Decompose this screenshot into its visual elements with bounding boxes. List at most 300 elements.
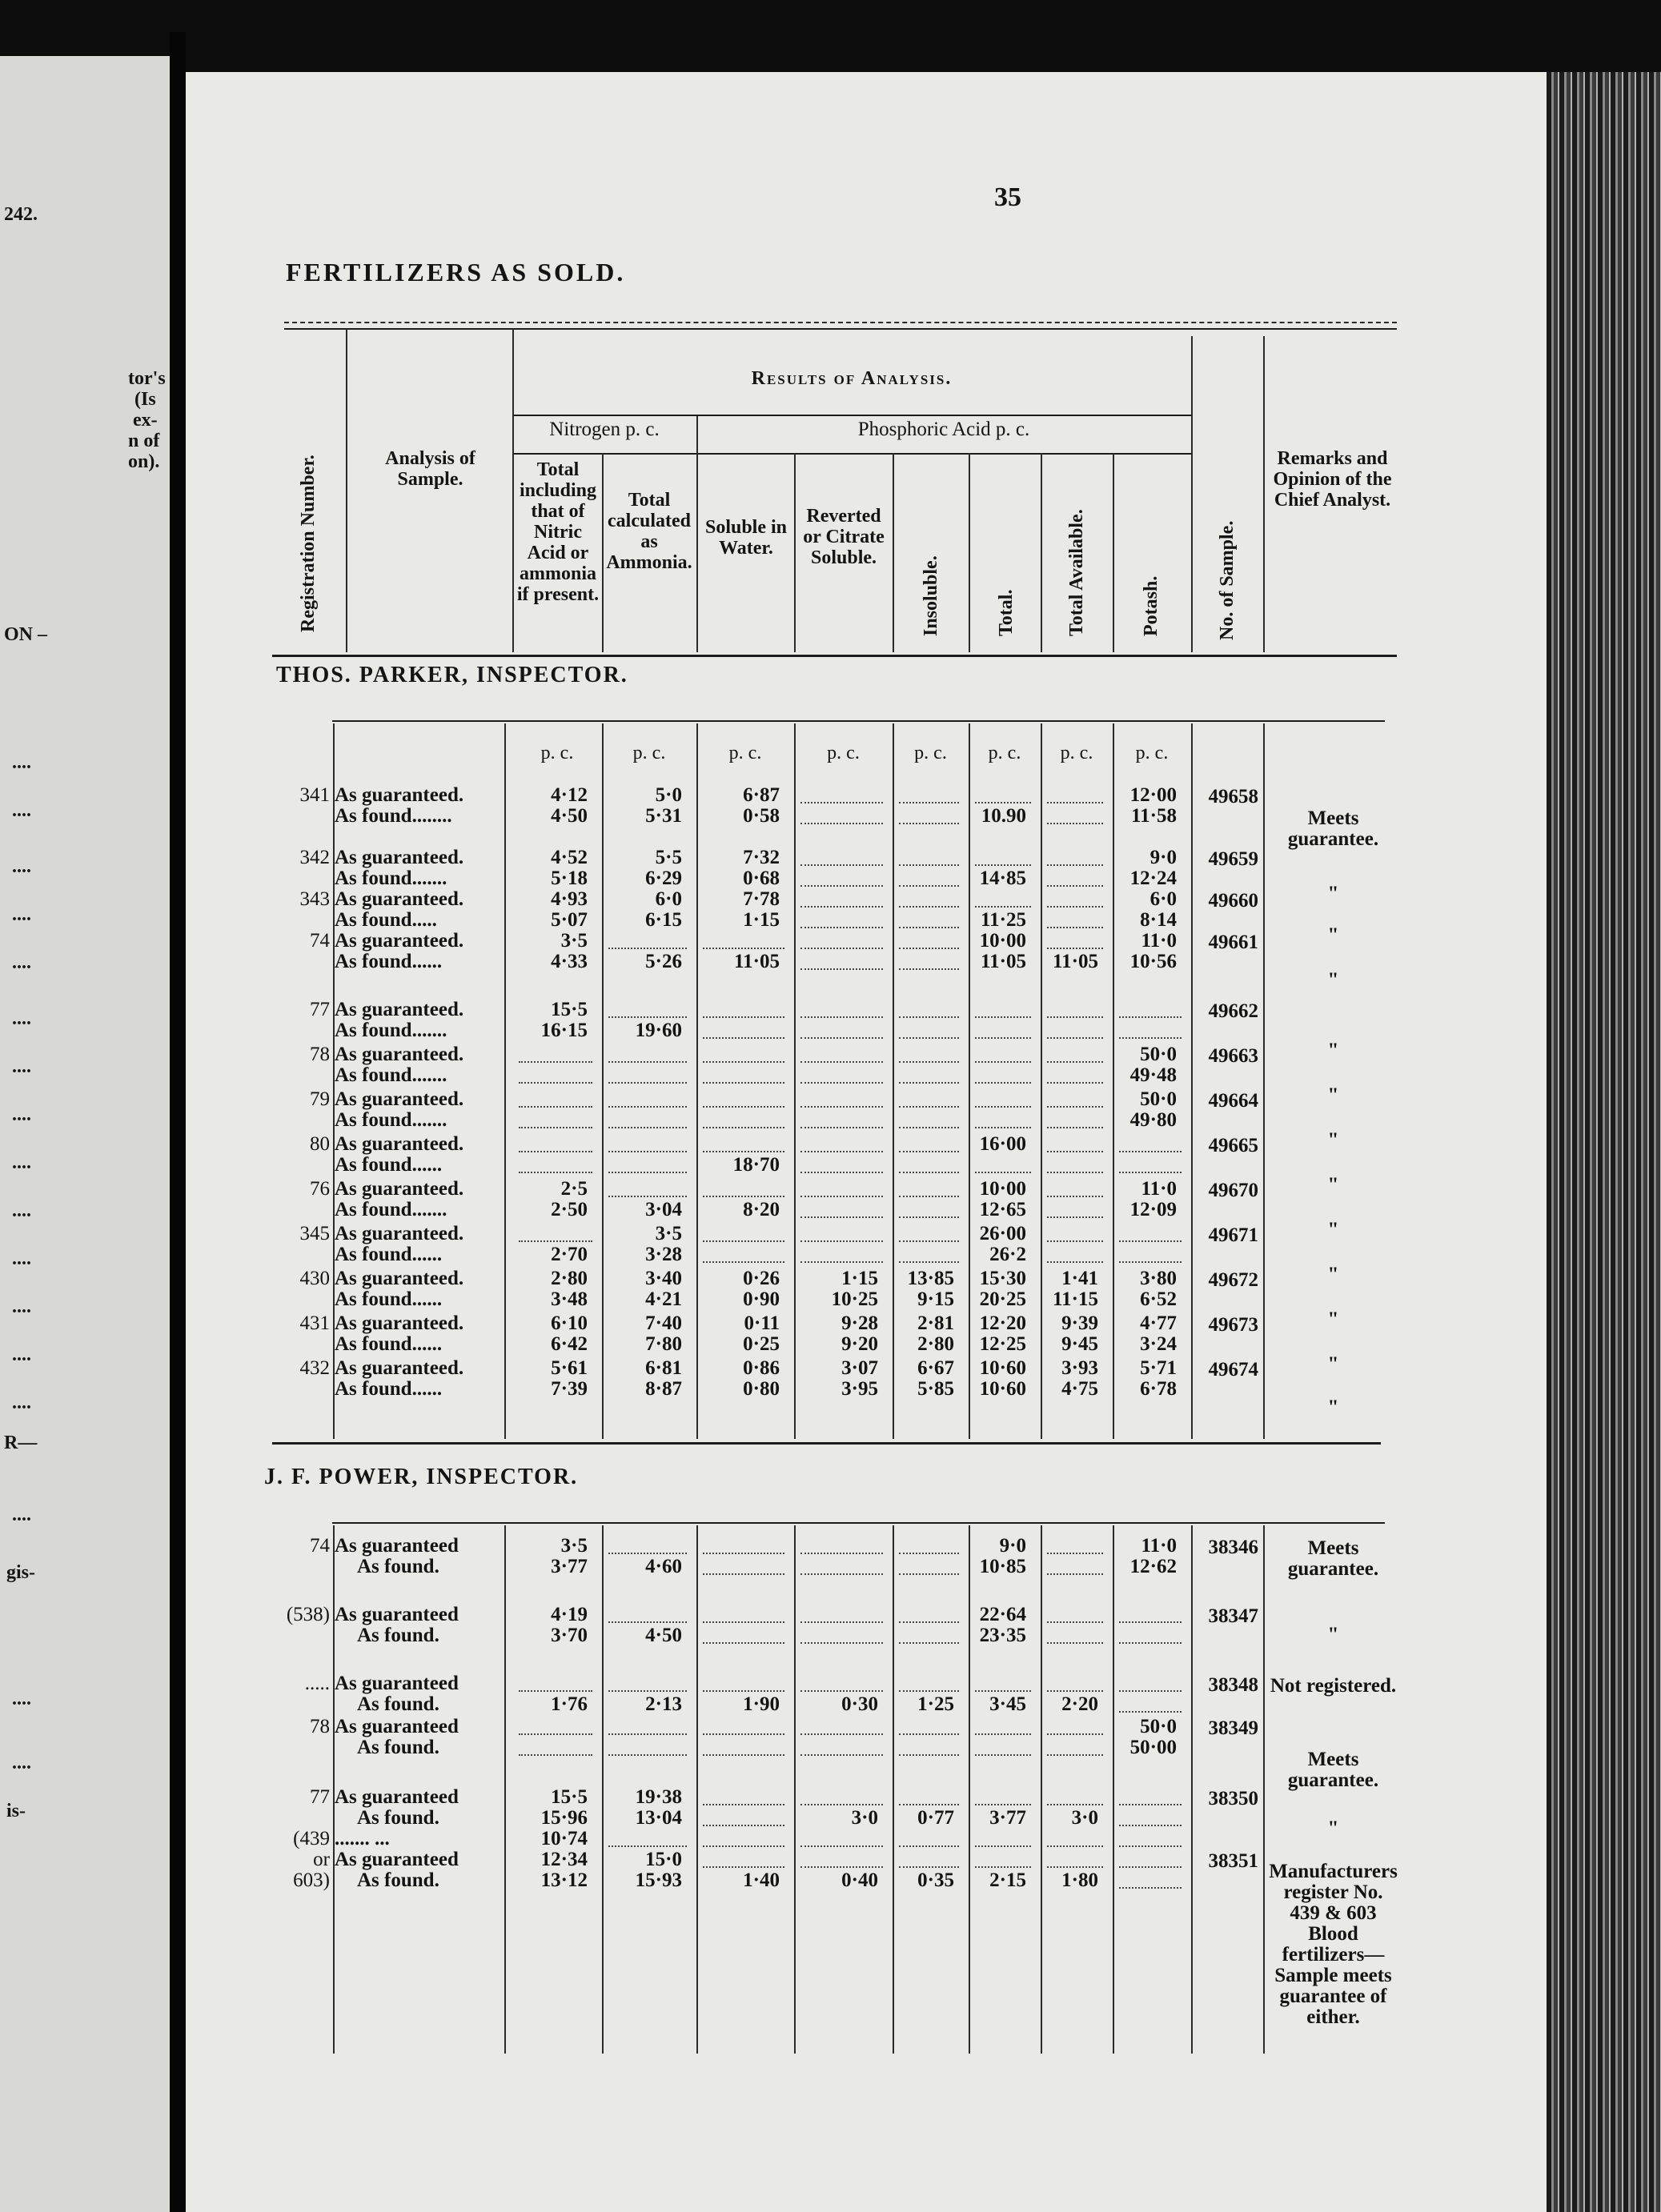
row-label: As found...... (335, 951, 443, 972)
value-cell: 7·78 (743, 888, 780, 910)
registration-number: or (313, 1849, 330, 1870)
remark-text: " (1327, 1129, 1339, 1151)
remark-text: " (1327, 1624, 1339, 1645)
value-cell: 11·05 (981, 951, 1026, 972)
value-cell: 3·93 (1061, 1357, 1098, 1379)
value-cell: 26·00 (979, 1223, 1026, 1244)
leader-dots (1119, 1642, 1182, 1644)
leader-dots (703, 1016, 784, 1018)
value-cell: 12·00 (1129, 784, 1177, 806)
left-page-fragment (0, 56, 170, 2212)
value-cell: 7·80 (645, 1333, 682, 1355)
leader-dots (703, 1733, 784, 1735)
leader-dots (800, 1240, 883, 1242)
value-cell: 6·87 (743, 784, 780, 806)
value-cell: 0·58 (743, 805, 780, 827)
value-cell: 11·25 (981, 909, 1026, 931)
leader-dots (1047, 864, 1103, 866)
column-rule (504, 723, 506, 1439)
registration-number: 78 (310, 1044, 330, 1065)
page-edge (1547, 72, 1661, 2212)
leader-dots (1119, 1172, 1182, 1173)
leader-dots (1047, 1733, 1103, 1735)
leader-dots (1047, 1172, 1103, 1173)
leader-dots (899, 1553, 959, 1554)
leader-dots (608, 1690, 687, 1692)
value-cell: 9·28 (841, 1312, 878, 1334)
left-page-text: .... (12, 1008, 31, 1029)
leader-dots (975, 1061, 1031, 1063)
value-cell: 15·96 (540, 1807, 588, 1829)
row-label: As found. (357, 1625, 439, 1646)
sample-number: 49663 (1208, 1045, 1258, 1067)
leader-dots (1047, 1106, 1103, 1108)
value-cell: 0·68 (743, 868, 780, 889)
sample-number: 49659 (1208, 848, 1258, 870)
column-rule (346, 328, 347, 652)
leader-dots (608, 1127, 687, 1128)
value-cell: 9·0 (999, 1535, 1026, 1557)
left-page-text: .... (12, 1200, 31, 1221)
row-label: As guaranteed. (335, 888, 464, 910)
results-of-analysis-header: Results of Analysis. (751, 368, 953, 389)
leader-dots (608, 1151, 687, 1152)
value-cell: 5·85 (917, 1378, 954, 1400)
leader-dots (800, 1866, 883, 1868)
remark-text: " (1327, 1308, 1339, 1330)
leader-dots (975, 1866, 1031, 1868)
left-page-text: .... (12, 1344, 31, 1365)
leader-dots (800, 948, 883, 949)
leader-dots (1047, 1016, 1103, 1018)
value-cell: 3·5 (560, 1535, 588, 1557)
leader-dots (899, 1106, 959, 1108)
leader-dots (1047, 802, 1103, 803)
value-cell: 0·35 (917, 1869, 954, 1891)
remark-text: " (1327, 1353, 1339, 1375)
value-cell: 6·67 (917, 1357, 954, 1379)
value-cell: 18·70 (732, 1154, 780, 1176)
left-page-text: (Is (134, 389, 156, 410)
value-cell: 20·25 (979, 1288, 1026, 1310)
total-available-header: Total Available. (1066, 509, 1087, 636)
value-cell: 10·60 (979, 1357, 1026, 1379)
section-top-rule (332, 720, 1385, 722)
value-cell: 0·90 (743, 1288, 780, 1310)
remark-text: " (1327, 1817, 1339, 1839)
column-rule (969, 453, 970, 652)
header-bottom-rule (272, 655, 1397, 657)
leader-dots (975, 864, 1031, 866)
registration-number: 76 (310, 1178, 330, 1200)
value-cell: 10·00 (979, 930, 1026, 952)
leader-dots (1047, 1240, 1103, 1242)
value-cell: 50·00 (1129, 1737, 1177, 1758)
leader-dots (703, 1240, 784, 1242)
value-cell: 2·15 (989, 1869, 1026, 1891)
unit-label: p. c. (728, 743, 762, 763)
leader-dots (1047, 1754, 1103, 1756)
row-label: As found....... (335, 1199, 447, 1220)
left-page-text: .... (12, 1689, 31, 1709)
value-cell: 19·60 (635, 1020, 682, 1041)
leader-dots (975, 802, 1031, 803)
left-page-text: .... (12, 1248, 31, 1269)
value-cell: 2·81 (917, 1312, 954, 1334)
remark-text: " (1327, 1174, 1339, 1196)
left-page-text: R— (4, 1433, 38, 1453)
row-label: As guaranteed. (335, 847, 464, 868)
value-cell: 14·85 (979, 868, 1026, 889)
leader-dots (800, 1216, 883, 1218)
value-cell: 10·56 (1129, 951, 1177, 972)
left-page-text: is- (6, 1801, 26, 1821)
leader-dots (975, 906, 1031, 908)
leader-dots (800, 1845, 883, 1847)
row-label: As guaranteed. (335, 1044, 464, 1065)
value-cell: 3·07 (841, 1357, 878, 1379)
leader-dots (899, 1804, 959, 1805)
value-cell: 11·05 (734, 951, 780, 972)
leader-dots (1119, 1866, 1182, 1868)
value-cell: 0·86 (743, 1357, 780, 1379)
leader-dots (800, 927, 883, 928)
leader-dots (975, 1106, 1031, 1108)
leader-dots (899, 927, 959, 928)
leader-dots (1047, 823, 1103, 824)
registration-number: 431 (299, 1312, 330, 1334)
left-page-text: .... (12, 856, 31, 877)
column-rule (794, 453, 796, 652)
leader-dots (608, 1754, 687, 1756)
column-rule (794, 1525, 796, 2054)
leader-dots (703, 1621, 784, 1623)
value-cell: 11·0 (1141, 930, 1177, 952)
leader-dots (1047, 1845, 1103, 1847)
leader-dots (975, 1127, 1031, 1128)
column-rule (696, 416, 698, 652)
remark-text: Meets guarantee. (1287, 1537, 1379, 1580)
column-rule (1041, 1525, 1042, 2054)
value-cell: 12·25 (979, 1333, 1026, 1355)
value-cell: 10·25 (831, 1288, 878, 1310)
value-cell: 8·87 (645, 1378, 682, 1400)
registration-number: 430 (299, 1268, 330, 1289)
leader-dots (975, 1037, 1031, 1039)
unit-label: p. c. (632, 743, 666, 763)
value-cell: 12·34 (540, 1849, 588, 1870)
value-cell: 12·65 (979, 1199, 1026, 1220)
value-cell: 50·0 (1140, 1088, 1177, 1110)
left-page-text: ex- (133, 410, 158, 431)
leader-dots (1047, 1621, 1103, 1623)
value-cell: 9·39 (1061, 1312, 1098, 1334)
leader-dots (899, 1082, 959, 1084)
sample-number: 49673 (1208, 1314, 1258, 1336)
value-cell: 10·85 (979, 1556, 1026, 1577)
value-cell: 15·5 (551, 999, 588, 1020)
value-cell: 6·0 (1149, 888, 1177, 910)
column-rule (504, 1525, 506, 2054)
soluble-header: Soluble in Water. (704, 517, 788, 559)
left-page-text: .... (12, 1056, 31, 1077)
unit-label: p. c. (827, 743, 860, 763)
value-cell: 5·61 (551, 1357, 588, 1379)
registration-number: 77 (310, 1786, 330, 1808)
leader-dots (899, 948, 959, 949)
value-cell: 0·80 (743, 1378, 780, 1400)
sample-number: 49670 (1208, 1180, 1258, 1201)
sample-number: 38347 (1208, 1605, 1258, 1627)
row-label: As found...... (335, 1333, 443, 1355)
leader-dots (800, 1642, 883, 1644)
leader-dots (899, 1733, 959, 1735)
registration-number: 603) (293, 1869, 330, 1891)
leader-dots (608, 1172, 687, 1173)
column-rule (1263, 723, 1265, 1439)
remark-text: Meets guarantee. (1287, 1749, 1379, 1791)
value-cell: 5·31 (645, 805, 682, 827)
leader-dots (800, 1016, 883, 1018)
book-gutter (170, 32, 186, 2212)
ammonia-header: Total calculated as Ammonia. (606, 490, 692, 573)
leader-dots (1047, 1082, 1103, 1084)
value-cell: 15·30 (979, 1268, 1026, 1289)
leader-dots (608, 948, 687, 949)
leader-dots (608, 1082, 687, 1084)
leader-dots (1047, 906, 1103, 908)
value-cell: 13·85 (907, 1268, 954, 1289)
leader-dots (899, 1621, 959, 1623)
leader-dots (1047, 1261, 1103, 1263)
sample-number: 49658 (1208, 786, 1258, 807)
leader-dots (800, 1151, 883, 1152)
leader-dots (899, 885, 959, 887)
leader-dots (800, 1754, 883, 1756)
row-label: As found. (357, 1737, 439, 1758)
remark-text: " (1327, 924, 1339, 946)
column-rule (893, 1525, 894, 2054)
column-rule (1041, 453, 1042, 652)
leader-dots (608, 1016, 687, 1018)
leader-dots (899, 1642, 959, 1644)
leader-dots (899, 1037, 959, 1039)
leader-dots (703, 948, 784, 949)
value-cell: 11·0 (1141, 1178, 1177, 1200)
row-label: As guaranteed. (335, 1357, 464, 1379)
value-cell: 0·40 (841, 1869, 878, 1891)
leader-dots (975, 1172, 1031, 1173)
leader-dots (899, 1151, 959, 1152)
leader-dots (1047, 1553, 1103, 1554)
column-rule (893, 453, 894, 652)
leader-dots (800, 802, 883, 803)
column-rule (1191, 336, 1193, 652)
value-cell: 5·18 (551, 868, 588, 889)
left-page-text: .... (12, 752, 31, 773)
value-cell: 6·81 (645, 1357, 682, 1379)
value-cell: 50·0 (1140, 1044, 1177, 1065)
leader-dots (975, 1845, 1031, 1847)
leader-dots (1047, 1196, 1103, 1197)
value-cell: 3·80 (1140, 1268, 1177, 1289)
value-cell: 5·0 (655, 784, 682, 806)
row-label: As found....... (335, 868, 447, 889)
value-cell: 12·09 (1129, 1199, 1177, 1220)
value-cell: 22·64 (979, 1604, 1026, 1625)
value-cell: 4·50 (551, 805, 588, 827)
leader-dots (703, 1642, 784, 1644)
value-cell: 3·28 (645, 1244, 682, 1265)
registration-number: 74 (310, 1535, 330, 1557)
value-cell: 2·50 (551, 1199, 588, 1220)
row-label: As guaranteed. (335, 1133, 464, 1155)
sample-number: 49662 (1208, 1000, 1258, 1022)
value-cell: 1·41 (1061, 1268, 1098, 1289)
leader-dots (800, 1061, 883, 1063)
leader-dots (800, 1037, 883, 1039)
value-cell: 0·11 (744, 1312, 780, 1334)
value-cell: 3·04 (645, 1199, 682, 1220)
leader-dots (800, 885, 883, 887)
leader-dots (1047, 1151, 1103, 1152)
value-cell: 50·0 (1140, 1716, 1177, 1737)
leader-dots (975, 1733, 1031, 1735)
nitric-acid-header: Total including that of Nitric Acid or ammonia if present. (516, 459, 600, 605)
header-top-rule (284, 322, 1397, 323)
row-label: As found...... (335, 1244, 443, 1265)
row-label: As found...... (335, 1288, 443, 1310)
value-cell: 1·90 (743, 1693, 780, 1715)
page-title: FERTILIZERS AS SOLD. (286, 258, 626, 287)
row-label: As guaranteed (335, 1716, 459, 1737)
row-label: As found...... (335, 1154, 443, 1176)
registration-number: 77 (310, 999, 330, 1020)
leader-dots (1047, 1127, 1103, 1128)
value-cell: 6·10 (551, 1312, 588, 1334)
leader-dots (703, 1261, 784, 1263)
value-cell: 26·2 (989, 1244, 1026, 1265)
leader-dots (1119, 1887, 1182, 1889)
value-cell: 3·5 (560, 930, 588, 952)
left-page-text: .... (12, 1753, 31, 1773)
value-cell: 5·07 (551, 909, 588, 931)
leader-dots (1047, 885, 1103, 887)
sample-number: 49660 (1208, 890, 1258, 912)
value-cell: 2·80 (551, 1268, 588, 1289)
left-page-text: .... (12, 1152, 31, 1173)
row-label: As guaranteed. (335, 1268, 464, 1289)
value-cell: 5·5 (655, 847, 682, 868)
left-page-text: .... (12, 1505, 31, 1525)
row-label: As found....... (335, 1109, 447, 1131)
leader-dots (1119, 1825, 1182, 1826)
leader-dots (1047, 1804, 1103, 1805)
left-page-text: .... (12, 1104, 31, 1125)
value-cell: 1·15 (841, 1268, 878, 1289)
leader-dots (1119, 1845, 1182, 1847)
value-cell: 5·71 (1140, 1357, 1177, 1379)
header-top-rule (284, 328, 1397, 330)
leader-dots (608, 1553, 687, 1554)
leader-dots (1119, 1804, 1182, 1805)
leader-dots (703, 1866, 784, 1868)
section-bottom-rule (272, 1442, 1381, 1445)
leader-dots (800, 1196, 883, 1197)
leader-dots (899, 802, 959, 803)
leader-dots (519, 1172, 592, 1173)
leader-dots (899, 1061, 959, 1063)
sample-number: 38348 (1208, 1674, 1258, 1696)
leader-dots (800, 1106, 883, 1108)
phos-rule (696, 453, 1191, 455)
leader-dots (608, 1106, 687, 1108)
value-cell: 0·30 (841, 1693, 878, 1715)
registration-number: 74 (310, 930, 330, 952)
value-cell: 15·93 (635, 1869, 682, 1891)
value-cell: 4·50 (645, 1625, 682, 1646)
value-cell: 3·77 (551, 1556, 588, 1577)
leader-dots (519, 1082, 592, 1084)
leader-dots (703, 1196, 784, 1197)
leader-dots (1047, 1037, 1103, 1039)
value-cell: 4·75 (1061, 1378, 1098, 1400)
left-page-text: .... (12, 904, 31, 925)
value-cell: 1·40 (743, 1869, 780, 1891)
leader-dots (800, 1733, 883, 1735)
registration-number-header: Registration Number. (298, 455, 319, 632)
remark-text: Not registered. (1270, 1675, 1397, 1697)
unit-label: p. c. (1060, 743, 1093, 763)
value-cell: 7·40 (645, 1312, 682, 1334)
value-cell: 4·52 (551, 847, 588, 868)
left-page-text: .... (12, 800, 31, 821)
value-cell: 9·45 (1061, 1333, 1098, 1355)
value-cell: 12·20 (979, 1312, 1026, 1334)
row-label: As found...... (335, 1378, 443, 1400)
sample-number: 49674 (1208, 1359, 1258, 1380)
left-page-text: on). (128, 451, 160, 472)
leader-dots (519, 1690, 592, 1692)
leader-dots (800, 1573, 883, 1575)
leader-dots (519, 1106, 592, 1108)
sample-number: 49672 (1208, 1269, 1258, 1291)
leader-dots (1119, 1621, 1182, 1623)
value-cell: 3·5 (655, 1223, 682, 1244)
sample-number: 49671 (1208, 1224, 1258, 1246)
value-cell: 8·20 (743, 1199, 780, 1220)
value-cell: 49·48 (1129, 1064, 1177, 1086)
leader-dots (899, 1261, 959, 1263)
row-label: As guaranteed. (335, 784, 464, 806)
value-cell: 4·33 (551, 951, 588, 972)
phosphoric-acid-header: Phosphoric Acid p. c. (857, 419, 1030, 440)
row-label: As guaranteed. (335, 999, 464, 1020)
remark-text: " (1327, 1219, 1339, 1240)
leader-dots (800, 823, 883, 824)
value-cell: 11·05 (1053, 951, 1098, 972)
value-cell: 16·15 (540, 1020, 588, 1041)
leader-dots (703, 1127, 784, 1128)
value-cell: 49·80 (1129, 1109, 1177, 1131)
row-label: As guaranteed (335, 1673, 459, 1694)
value-cell: 8·14 (1140, 909, 1177, 931)
value-cell: 4·21 (645, 1288, 682, 1310)
row-label: As guaranteed (335, 1535, 459, 1557)
leader-dots (703, 1151, 784, 1152)
remarks-header: Remarks and Opinion of the Chief Analyst. (1273, 448, 1392, 511)
registration-number: 343 (299, 888, 330, 910)
